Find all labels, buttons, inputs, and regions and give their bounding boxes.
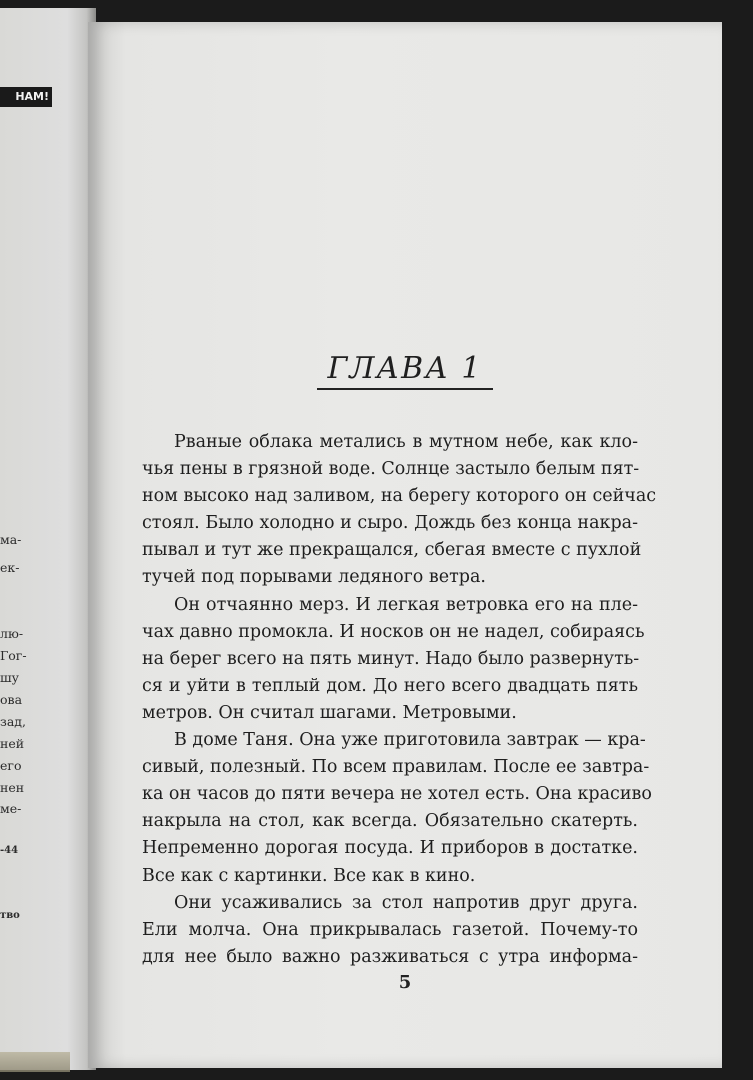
- left-page-fragment: лю-: [0, 626, 24, 641]
- text-line: Рваные облака метались в мутном небе, как кло-: [174, 432, 638, 452]
- text-line: чья пены в грязной воде. Солнце застыло белым пят-: [142, 459, 640, 480]
- chapter-body: [142, 429, 657, 971]
- left-page-fragment: ме-: [0, 801, 22, 816]
- text-line: ка он часов до пяти вечера не хотел есть. Она красиво: [142, 784, 652, 805]
- text-line: Он отчаянно мерз. И легкая ветровка его на пле-: [174, 594, 638, 615]
- chapter-heading: [88, 351, 722, 390]
- left-page-header: НАМ!: [0, 87, 52, 107]
- left-page-fragment: ова: [0, 692, 23, 707]
- right-page: [88, 22, 722, 1068]
- text-line: пывал и тут же прекращался, сбегая вместе с пухлой: [142, 540, 642, 561]
- text-line: накрыла на стол, как всегда. Обязательно скатерть.: [142, 811, 638, 832]
- page-number: 5: [398, 972, 412, 993]
- text-line: Ели молча. Она прикрывалась газетой. Почему-то: [142, 919, 638, 940]
- text-line: на берег всего на пять минут. Надо было развернуть-: [142, 648, 640, 669]
- left-page-fragment: ма-: [0, 532, 22, 547]
- book-spine-edge: [0, 1052, 70, 1072]
- text-line: ном высоко над заливом, на берегу которого он сейчас: [142, 486, 657, 507]
- text-line: ся и уйти в теплый дом. До него всего двадцать пять: [142, 675, 638, 696]
- left-page-fragment: шу: [0, 670, 19, 685]
- chapter-title: ГЛАВА 1: [317, 351, 492, 390]
- left-page-fragment: зад,: [0, 714, 26, 729]
- left-page-fragment: Гог-: [0, 648, 27, 663]
- left-page-fragment: его: [0, 758, 22, 773]
- left-page-fragment: нен: [0, 780, 25, 795]
- text-line: метров. Он считал шагами. Метровыми.: [142, 702, 517, 723]
- text-line: Все как с картинки. Все как в кино.: [142, 865, 476, 886]
- left-page-fragment: ней: [0, 736, 25, 751]
- text-line: Они усаживались за стол напротив друг друга.: [174, 892, 638, 913]
- text-line: В доме Таня. Она уже приготовила завтрак — кра-: [174, 730, 646, 751]
- text-line: для нее было важно разживаться с утра информа-: [142, 946, 638, 967]
- text-line: чах давно промокла. И носков он не надел, собираясь: [142, 621, 645, 642]
- left-page-fragment: ек-: [0, 560, 20, 575]
- text-line: тучей под порывами ледяного ветра.: [142, 567, 486, 588]
- text-line: сивый, полезный. По всем правилам. После ее завтра-: [142, 757, 650, 778]
- text-line: Непременно дорогая посуда. И приборов в достатке.: [142, 838, 638, 859]
- left-page-fragment: -44: [0, 845, 19, 856]
- text-line: стоял. Было холодно и сыро. Дождь без конца накра-: [142, 513, 638, 534]
- left-page: [0, 8, 96, 1070]
- left-page-fragment: тво: [0, 910, 20, 921]
